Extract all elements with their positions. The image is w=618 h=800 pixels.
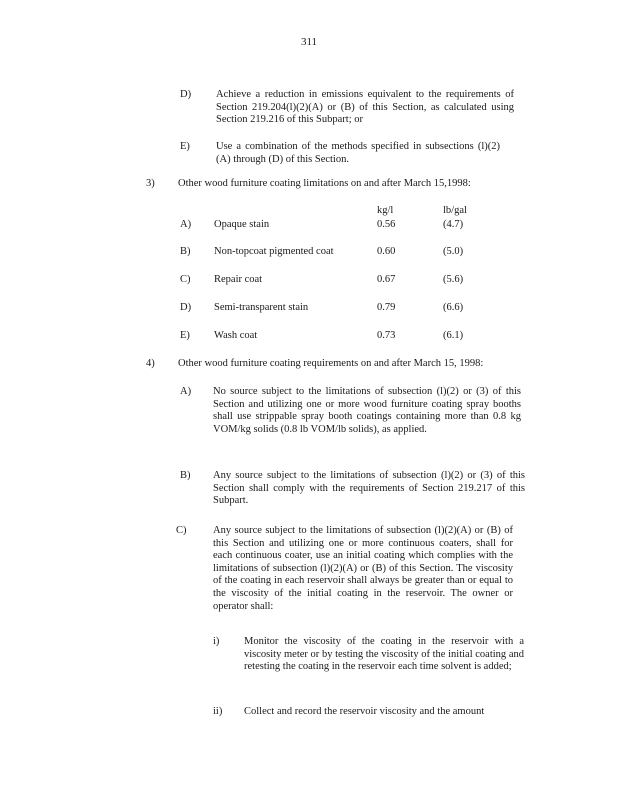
item-text: Any source subject to the limitations of subsection (l)(2) or (3) of this Section shall comply with the requirements of Section 219.217 of this Subpart. <box>213 470 525 507</box>
item-label: 4) <box>146 358 155 369</box>
table-row-kg: 0.67 <box>377 274 396 285</box>
table-row-lb: (5.0) <box>443 246 464 257</box>
table-row-lb: (6.1) <box>443 330 464 341</box>
table-row-label: C) <box>180 274 191 285</box>
table-row-name: Opaque stain <box>214 219 270 230</box>
table-row-kg: 0.56 <box>377 219 396 230</box>
table-row-label: B) <box>180 246 191 257</box>
item-text: Use a combination of the methods specified in subsections (l)(2)(A) through (D) of this Section. <box>216 141 500 165</box>
item-label: D) <box>180 89 192 100</box>
table-row-lb: (5.6) <box>443 274 464 285</box>
table-row-name: Non-topcoat pigmented coat <box>214 246 334 257</box>
item-text: Collect and record the reservoir viscosity and the amount <box>244 706 485 717</box>
column-header-kg: kg/l <box>377 205 394 216</box>
item-label: 3) <box>146 178 155 189</box>
table-row-name: Semi-transparent stain <box>214 302 309 313</box>
table-row-kg: 0.73 <box>377 330 396 341</box>
page-number: 311 <box>300 36 318 48</box>
item-text: Other wood furniture coating limitations on and after March 15,1998: <box>178 178 471 189</box>
item-text: Any source subject to the limitations of subsection (l)(2)(A) or (B) of this Section and utilizing one or more continuous coaters, shall for each continuous coater, use an initial coating which complies with the limitations of subsection (l)(2)(A) or (B) of this Section. The viscosity of the coating in each reservoir shall always be greater than or equal to the viscosity of the initial coating in the reservoir. The owner or operator shall: <box>213 525 513 612</box>
item-text: No source subject to the limitations of subsection (l)(2) or (3) of this Section and utilizing one or more wood furniture coating spray booths shall use strippable spray booth coatings containing more than 0.8 kg VOM/kg solids (0.8 lb VOM/lb solids), as applied. <box>213 386 521 435</box>
item-text: Achieve a reduction in emissions equivalent to the requirements of Section 219.204(l)(2)(A) or (B) of this Section, as calculated using Section 219.216 of this Subpart; or <box>216 89 514 126</box>
table-row-lb: (4.7) <box>443 219 464 230</box>
item-label: i) <box>213 636 220 647</box>
table-row-label: D) <box>180 302 192 313</box>
item-label: ii) <box>213 706 223 717</box>
table-row-name: Repair coat <box>214 274 263 285</box>
table-row-kg: 0.60 <box>377 246 396 257</box>
item-label: C) <box>176 525 187 536</box>
table-row-label: A) <box>180 219 192 230</box>
column-header-lb: lb/gal <box>443 205 467 216</box>
item-text: Monitor the viscosity of the coating in the reservoir with a viscosity meter or by testing the viscosity of the initial coating and retesting the coating in the reservoir each time solvent is added; <box>244 636 524 673</box>
table-row-label: E) <box>180 330 190 341</box>
item-label: E) <box>180 141 190 152</box>
item-label: A) <box>180 386 192 397</box>
table-row-lb: (6.6) <box>443 302 464 313</box>
item-label: B) <box>180 470 191 481</box>
table-row-name: Wash coat <box>214 330 258 341</box>
item-text: Other wood furniture coating requirements on and after March 15, 1998: <box>178 358 484 369</box>
table-row-kg: 0.79 <box>377 302 396 313</box>
